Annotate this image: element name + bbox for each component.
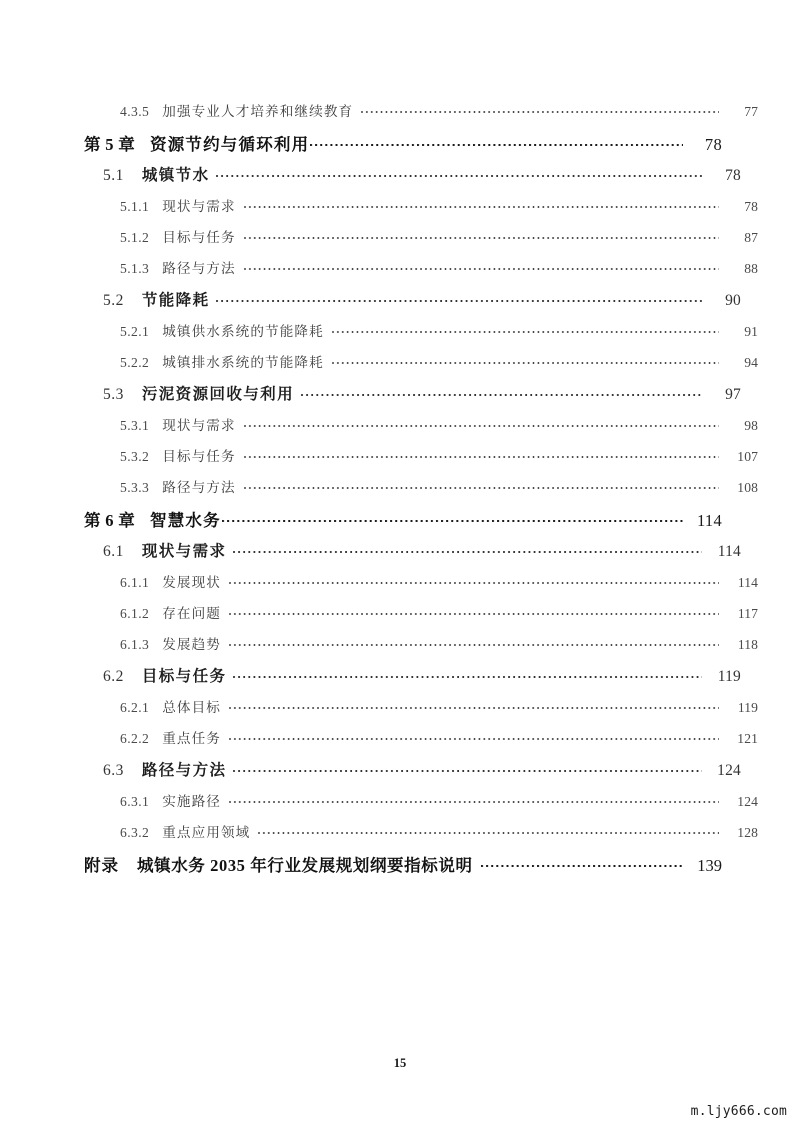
toc-entry-title: 路径与方法 <box>162 261 236 276</box>
toc-entry-number: 5.1.1 <box>120 199 150 214</box>
dot-leader <box>216 165 702 181</box>
dot-leader <box>332 322 719 336</box>
toc-entry-number: 6.3.1 <box>120 794 150 809</box>
toc-entry-title: 目标与任务 <box>162 449 236 464</box>
dot-leader <box>229 792 719 806</box>
toc-entry-number: 6.1.3 <box>120 637 150 652</box>
toc-entry-number: 5.1.3 <box>120 261 150 276</box>
toc-entry-page-number: 91 <box>744 324 758 339</box>
toc-entry-title: 重点任务 <box>162 731 221 746</box>
toc-entry[interactable] <box>120 257 758 288</box>
site-watermark: m.ljy666.com <box>690 1104 787 1119</box>
dot-leader <box>216 290 702 306</box>
table-of-contents <box>84 100 758 884</box>
toc-entry[interactable] <box>120 821 758 852</box>
dot-leader <box>222 510 683 527</box>
dot-leader <box>244 197 719 211</box>
toc-entry[interactable] <box>120 602 758 633</box>
toc-entry-number: 6.3.2 <box>120 825 150 840</box>
toc-entry[interactable] <box>103 539 741 571</box>
toc-entry-page-number: 128 <box>737 825 758 840</box>
dot-leader <box>244 416 719 430</box>
dot-leader <box>310 134 683 151</box>
toc-entry-number: 5.2.2 <box>120 355 150 370</box>
dot-leader <box>233 760 702 776</box>
page-number-folio: 15 <box>393 1056 407 1070</box>
toc-entry[interactable] <box>120 351 758 382</box>
toc-entry-page-number: 124 <box>717 762 741 779</box>
toc-entry[interactable] <box>103 758 741 790</box>
toc-entry-page-number: 124 <box>737 794 758 809</box>
toc-entry-page-number: 78 <box>744 199 758 214</box>
dot-leader <box>229 573 719 587</box>
toc-entry-title: 现状与需求 <box>162 418 236 433</box>
toc-entry[interactable] <box>84 131 722 163</box>
toc-entry-title: 重点应用领域 <box>162 825 251 840</box>
toc-entry-page-number: 78 <box>704 135 722 154</box>
toc-entry-title: 节能降耗 <box>141 292 210 309</box>
toc-entry-title: 加强专业人才培养和继续教育 <box>162 104 354 119</box>
toc-entry-title: 污泥资源回收与利用 <box>141 386 294 403</box>
toc-entry[interactable] <box>120 696 758 727</box>
toc-entry-number: 6.2.2 <box>120 731 150 746</box>
toc-entry[interactable] <box>120 790 758 821</box>
dot-leader <box>229 698 719 712</box>
toc-entry-number: 5.1.2 <box>120 230 150 245</box>
toc-entry[interactable] <box>84 852 722 884</box>
toc-entry-number: 第 5 章 <box>84 135 135 154</box>
toc-entry-page-number: 121 <box>737 731 758 746</box>
toc-entry-title: 路径与方法 <box>141 762 227 779</box>
toc-entry-title: 目标与任务 <box>141 668 227 685</box>
toc-entry[interactable] <box>120 476 758 507</box>
toc-entry-number: 4.3.5 <box>120 104 150 119</box>
toc-entry-number: 6.1.2 <box>120 606 150 621</box>
toc-entry-page-number: 88 <box>744 261 758 276</box>
toc-entry-title: 总体目标 <box>162 700 221 715</box>
toc-entry-number: 5.2.1 <box>120 324 150 339</box>
toc-entry-page-number: 139 <box>697 856 722 875</box>
toc-entry-title: 目标与任务 <box>162 230 236 245</box>
toc-entry-title: 智慧水务 <box>150 511 221 530</box>
toc-entry-page-number: 114 <box>696 511 722 530</box>
toc-entry[interactable] <box>103 382 741 414</box>
toc-entry-number: 5.3.2 <box>120 449 150 464</box>
dot-leader <box>244 447 719 461</box>
toc-entry-page-number: 108 <box>737 480 758 495</box>
dot-leader <box>244 259 719 273</box>
toc-entry[interactable] <box>120 320 758 351</box>
toc-entry-page-number: 107 <box>737 449 758 464</box>
toc-entry-title: 发展现状 <box>162 575 221 590</box>
toc-entry-number: 6.1.1 <box>120 575 150 590</box>
toc-entry-number: 附录 <box>84 856 119 875</box>
toc-entry[interactable] <box>103 163 741 195</box>
toc-entry-page-number: 98 <box>744 418 758 433</box>
toc-entry-number: 5.3.3 <box>120 480 150 495</box>
toc-entry-page-number: 94 <box>744 355 758 370</box>
toc-entry-title: 资源节约与循环利用 <box>150 135 310 154</box>
toc-entry-title: 现状与需求 <box>141 543 227 560</box>
toc-entry-page-number: 117 <box>737 606 758 621</box>
toc-entry-number: 第 6 章 <box>84 511 135 530</box>
toc-entry-page-number: 119 <box>737 700 758 715</box>
toc-entry-title: 存在问题 <box>162 606 221 621</box>
toc-entry-number: 6.2.1 <box>120 700 150 715</box>
toc-entry[interactable] <box>120 195 758 226</box>
toc-entry-number: 5.3 <box>103 386 124 403</box>
toc-entry-page-number: 114 <box>717 543 741 560</box>
toc-entry-title: 城镇排水系统的节能降耗 <box>162 355 324 370</box>
toc-entry-title: 发展趋势 <box>162 637 221 652</box>
dot-leader <box>244 228 719 242</box>
toc-entry-number: 6.3 <box>103 762 124 779</box>
toc-entry-title: 城镇供水系统的节能降耗 <box>162 324 324 339</box>
toc-entry[interactable] <box>120 226 758 257</box>
toc-entry-page-number: 119 <box>717 668 741 685</box>
dot-leader <box>233 541 702 557</box>
toc-entry-page-number: 77 <box>744 104 758 119</box>
dot-leader <box>361 102 719 116</box>
toc-entry-title: 城镇节水 <box>141 167 210 184</box>
dot-leader <box>244 478 719 492</box>
toc-entry-number: 6.2 <box>103 668 124 685</box>
toc-entry-page-number: 118 <box>737 637 758 652</box>
dot-leader <box>233 666 702 682</box>
toc-entry-number: 5.3.1 <box>120 418 150 433</box>
dot-leader <box>332 353 719 367</box>
toc-entry-page-number: 90 <box>725 292 741 309</box>
toc-entry[interactable] <box>120 727 758 758</box>
toc-entry[interactable] <box>120 633 758 664</box>
toc-entry-title: 现状与需求 <box>162 199 236 214</box>
toc-entry-number: 6.1 <box>103 543 124 560</box>
toc-entry-page-number: 87 <box>744 230 758 245</box>
toc-entry-title: 实施路径 <box>162 794 221 809</box>
toc-entry-number: 5.1 <box>103 167 124 184</box>
dot-leader <box>258 823 719 837</box>
toc-entry[interactable] <box>103 288 741 320</box>
dot-leader <box>301 384 702 400</box>
toc-entry-page-number: 114 <box>737 575 758 590</box>
dot-leader <box>481 855 683 872</box>
toc-entry[interactable] <box>120 414 758 445</box>
toc-entry[interactable] <box>84 507 722 539</box>
toc-entry-page-number: 97 <box>725 386 741 403</box>
dot-leader <box>229 729 719 743</box>
toc-entry-number: 5.2 <box>103 292 124 309</box>
toc-entry[interactable] <box>120 100 758 131</box>
dot-leader <box>229 604 719 618</box>
toc-entry[interactable] <box>103 664 741 696</box>
toc-entry-title: 路径与方法 <box>162 480 236 495</box>
toc-entry[interactable] <box>120 571 758 602</box>
toc-entry-page-number: 78 <box>725 167 741 184</box>
toc-entry-title: 城镇水务 2035 年行业发展规划纲要指标说明 <box>137 856 473 875</box>
toc-entry[interactable] <box>120 445 758 476</box>
dot-leader <box>229 635 719 649</box>
